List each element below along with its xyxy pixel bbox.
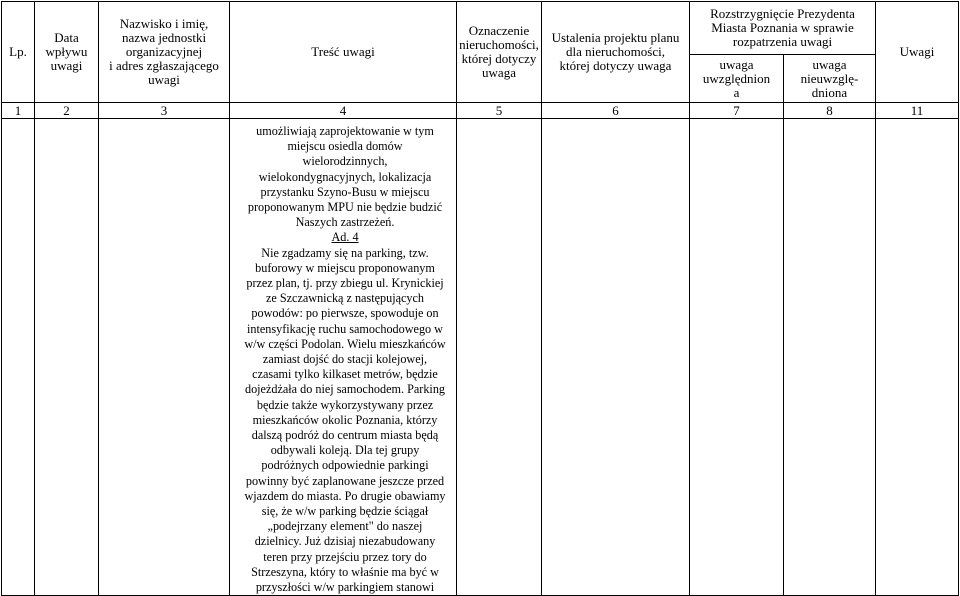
text-line: proponowanym MPU nie będzie budzić [247, 200, 443, 215]
text-line: będzie także wykorzystywany przez [256, 397, 434, 412]
text-line: Naszych zastrzeżeń. [295, 215, 395, 230]
ad-label: Ad. 4 [331, 230, 359, 245]
text-line: odbywali koleją. Dla tej grupy [270, 443, 420, 458]
text-line: buforowy w miejscu proponowanym [255, 260, 435, 275]
text-line: czasami tylko kilkaset metrów, będzie [252, 367, 438, 382]
column-number-row [2, 103, 959, 119]
text-line: wielorodzinnych, [302, 154, 388, 169]
text-line: w/w części Podolan. Wielu mieszkańców [244, 336, 446, 351]
text-line: przyszłości w/w parkingiem stanowi [255, 580, 435, 595]
header-tresc-uwagi: Treść uwagi [230, 2, 457, 103]
text-line: zamiast dojść do stacji kolejowej, [262, 352, 428, 367]
column-number: 6 [542, 103, 690, 119]
cell-uwzgledniona [690, 119, 784, 596]
text-line: umożliwiają zaprojektowanie w tym [256, 124, 434, 138]
column-number: 2 [35, 103, 99, 119]
cell-uwagi [876, 119, 959, 596]
cell-nieuwzgledniona [784, 119, 876, 596]
text-line: miejscu osiedla domów [287, 139, 403, 154]
text-line: dzielnicy. Już dzisiaj niezabudowany [254, 534, 436, 549]
header-nieuwzgledniona: uwaga nieuwzglę- dniona [784, 55, 876, 103]
text-line: się, że w/w parking będzie ściągał [261, 504, 429, 519]
header-uwagi: Uwagi [876, 2, 959, 103]
column-number: 1 [2, 103, 35, 119]
remark-text [230, 119, 456, 595]
cell-nazwisko [99, 119, 230, 596]
text-line: przez plan, tj. przy zbiegu ul. Krynickiej [246, 276, 444, 291]
text-line: dojeżdżała do niej samochodem. Parking [244, 382, 446, 397]
text-line: wjazdem do miasta. Po drugie obawiamy [244, 488, 446, 503]
column-number: 8 [784, 103, 876, 119]
column-number: 4 [230, 103, 457, 119]
cell-data-wplywu [35, 119, 99, 596]
column-number: 7 [690, 103, 784, 119]
text-line: teren przy przejściu przez tory do [263, 549, 427, 564]
text-line: Nie zgadzamy się na parking, tzw. [261, 245, 429, 260]
text-line: „podejrzany element" do naszej [267, 519, 423, 534]
column-number: 11 [876, 103, 959, 119]
header-oznaczenie: Oznaczenie nieruchomości, której dotyczy uwaga [457, 2, 542, 103]
text-line: Strzeszyna, który to właśnie ma być w [251, 564, 439, 579]
text-line: podróżnych odpowiednie parkingi [261, 458, 429, 473]
column-number: 5 [457, 103, 542, 119]
header-data-wplywu: Data wpływu uwagi [35, 2, 99, 103]
text-line: powinny być zaplanowane jeszcze przed [245, 473, 445, 488]
cell-oznaczenie [457, 119, 542, 596]
header-lp: Lp. [2, 2, 35, 103]
remarks-table [1, 1, 959, 596]
cell-ustalenia [542, 119, 690, 596]
text-line: intensyfikację ruchu samochodowego w [247, 321, 443, 336]
header-uwzgledniona: uwaga uwzględnion a [690, 55, 784, 103]
table-row [2, 119, 959, 596]
text-line: ze Szczawnicką z następujących [265, 291, 424, 306]
text-line: mieszkańców okolic Poznania, którzy [252, 412, 438, 427]
cell-tresc-uwagi [230, 119, 457, 596]
column-number: 3 [99, 103, 230, 119]
header-ustalenia: Ustalenia projektu planu dla nieruchomości, której dotyczy uwaga [542, 2, 690, 103]
header-nazwisko: Nazwisko i imię, nazwa jednostki organizacyjnej i adres zgłaszającego uwagi [99, 2, 230, 103]
header-rozstrzygniecie: Rozstrzygnięcie Prezydenta Miasta Poznania w sprawie rozpatrzenia uwagi [690, 2, 876, 55]
text-line: powodów: po pierwsze, spowoduje on [251, 306, 439, 321]
cell-lp [2, 119, 35, 596]
text-line: dalszą podróż do centrum miasta będą [251, 428, 439, 443]
text-line: wielokondygnacyjnych, lokalizacja [258, 169, 432, 184]
text-line: przystanku Szyno-Busu w miejscu [260, 184, 430, 199]
